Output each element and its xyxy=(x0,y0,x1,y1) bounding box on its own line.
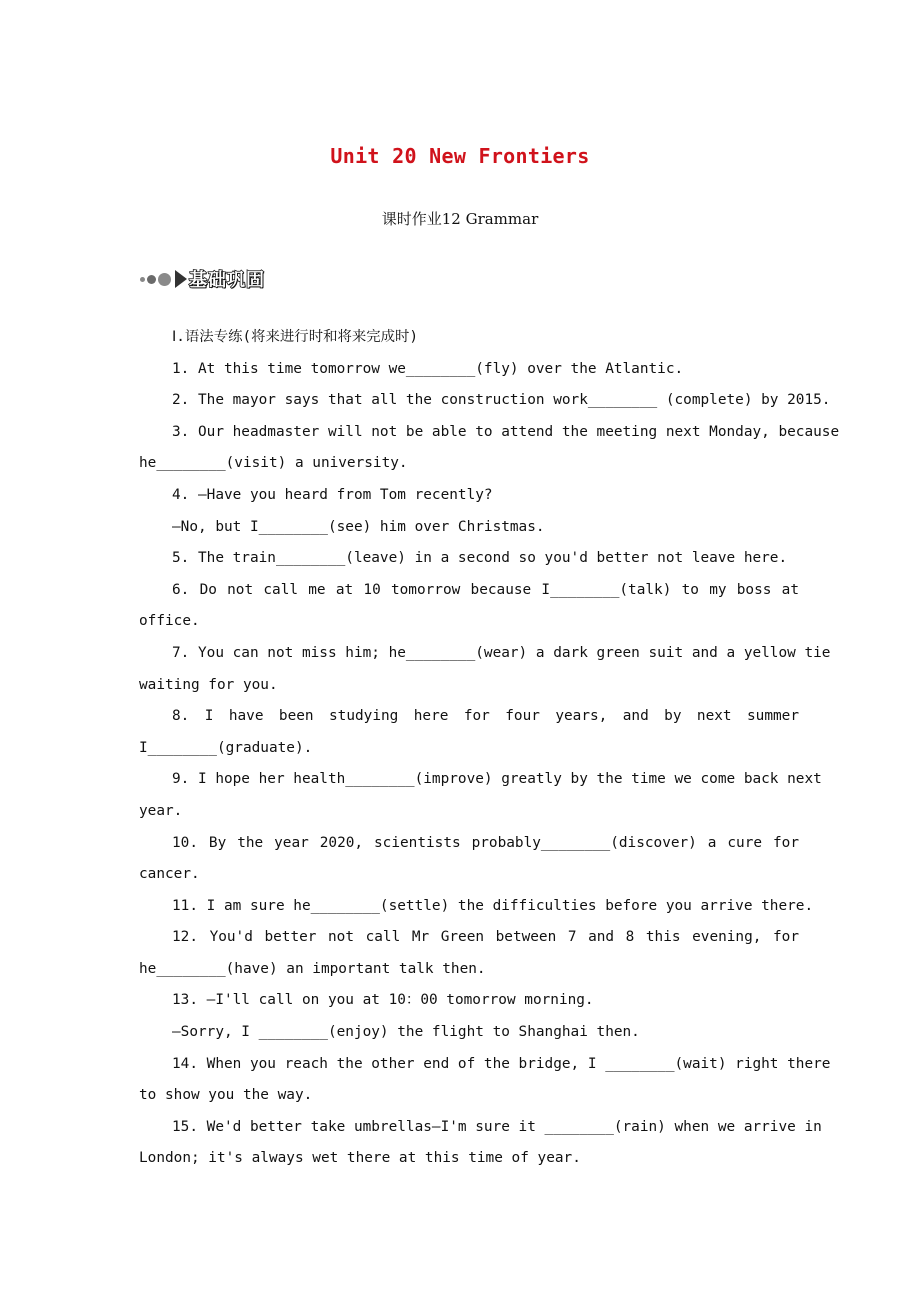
section-banner xyxy=(140,266,265,292)
exercise-line: —Sorry, I ________(enjoy) the flight to Shanghai then. xyxy=(172,1024,640,1041)
page-subtitle: 课时作业12 Grammar xyxy=(381,210,539,228)
exercise-line: year. xyxy=(139,802,183,819)
exercise-line: —No, but I________(see) him over Christmas. xyxy=(172,518,545,535)
exercise-line: he________(have) an important talk then. xyxy=(139,960,486,977)
exercise-line: he________(visit) a university. xyxy=(139,455,408,472)
exercise-line: 6. Do not call me at 10 tomorrow because I________(talk) to my boss at xyxy=(172,581,799,598)
exercise-line: office. xyxy=(139,613,200,630)
exercise-line: 1. At this time tomorrow we________(fly) over the Atlantic. xyxy=(172,360,684,377)
exercise-line: 15. We'd better take umbrellas—I'm sure it ________(rain) when we arrive in xyxy=(172,1118,822,1135)
exercise-line: cancer. xyxy=(139,866,200,883)
exercise-line: 14. When you reach the other end of the bridge, I ________(wait) right there xyxy=(172,1055,831,1072)
exercise-line: 3. Our headmaster will not be able to attend the meeting next Monday, because xyxy=(172,423,840,440)
exercise-line: London; it's always wet there at this time of year. xyxy=(139,1150,581,1167)
banner-arrow-icon xyxy=(175,270,187,288)
part-heading: Ⅰ.语法专练(将来进行时和将来完成时) xyxy=(172,329,419,345)
exercise-line: 7. You can not miss him; he________(wear) a dark green suit and a yellow tie xyxy=(172,644,831,661)
exercise-line: 11. I am sure he________(settle) the difficulties before you arrive there. xyxy=(172,897,814,914)
exercise-content xyxy=(139,322,840,1175)
exercise-line: 9. I hope her health________(improve) greatly by the time we come back next xyxy=(172,771,822,788)
exercise-lines xyxy=(139,354,840,1175)
exercise-line: to show you the way. xyxy=(139,1087,313,1104)
exercise-line: 13. —I'll call on you at 10：00 tomorrow morning. xyxy=(172,992,594,1009)
exercise-line: 2. The mayor says that all the construction work________ (complete) by 2015. xyxy=(172,392,831,409)
exercise-line: 12. You'd better not call Mr Green between 7 and 8 this evening, for xyxy=(172,929,799,946)
exercise-line: 10. By the year 2020, scientists probably________(discover) a cure for xyxy=(172,834,799,851)
banner-dots-icon xyxy=(140,273,173,286)
exercise-line: 5. The train________(leave) in a second so you'd better not leave here. xyxy=(172,550,788,567)
exercise-line: 8. I have been studying here for four years, and by next summer xyxy=(172,708,799,725)
section-banner-label: 基础巩固 xyxy=(189,270,265,291)
page-title: Unit 20 New Frontiers xyxy=(330,144,590,168)
exercise-line: 4. —Have you heard from Tom recently? xyxy=(172,486,493,503)
exercise-line: I________(graduate). xyxy=(139,739,313,756)
exercise-line: waiting for you. xyxy=(139,676,278,693)
